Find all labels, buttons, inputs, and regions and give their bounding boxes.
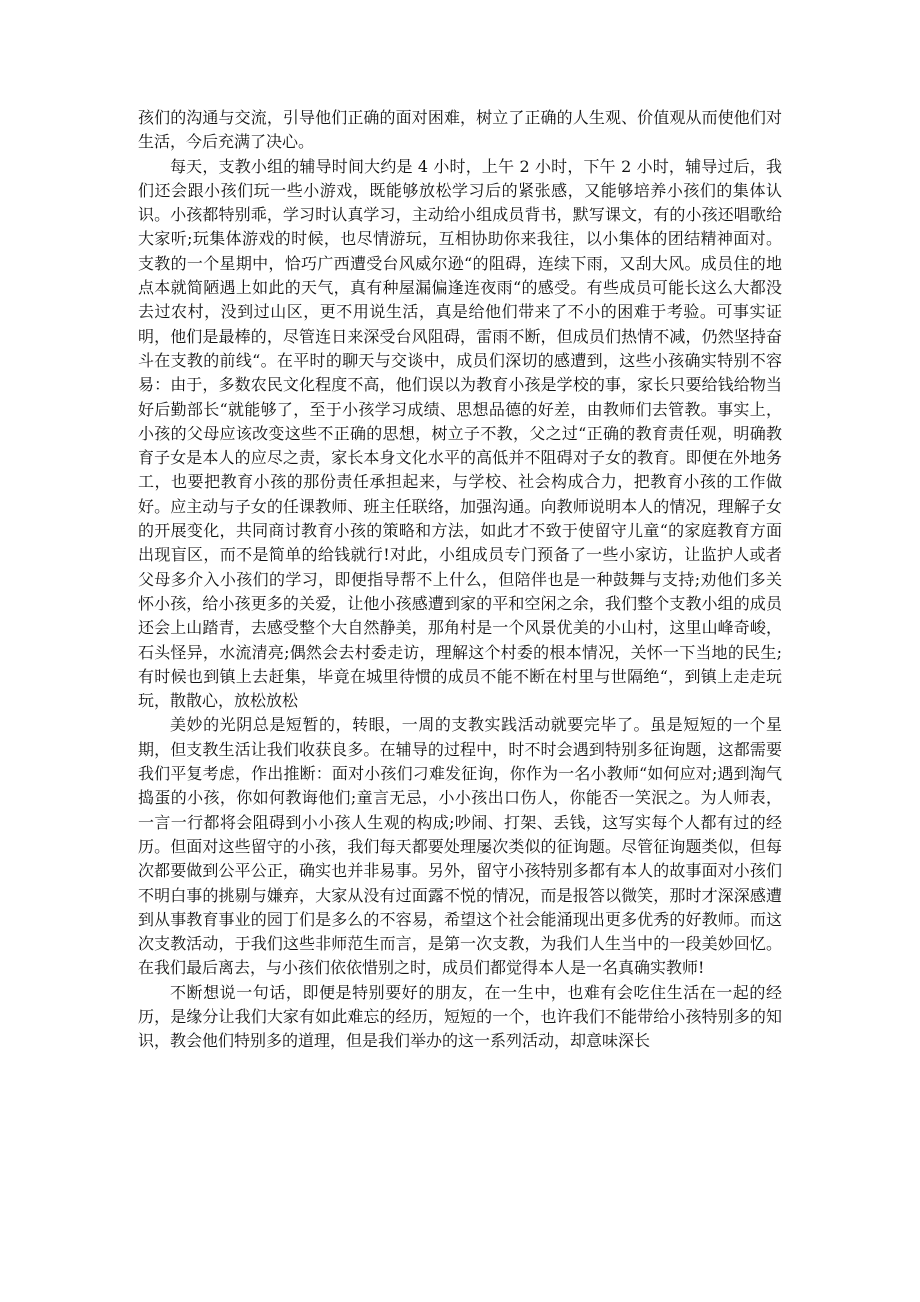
paragraph-1: 孩们的沟通与交流，引导他们正确的面对困难，树立了正确的人生观、价值观从而使他们对生活，今后充满了决心。	[138, 108, 782, 152]
paragraph-3: 美妙的光阴总是短暂的，转眼，一周的支教实践活动就要完毕了。虽是短短的一个星期，但支教生活让我们收获良多。在辅导的过程中，时不时会遇到特别多征询题，这都需要我们平复考虑，作出推断：面对小孩们刁难发征询，你作为一名小教师“如何应对;遇到淘气捣蛋的小孩，你如何教诲他们;童言无忌，小小孩出口伤人，你能否一笑泯之。为人师表，一言一行都将会阻碍到小小孩人生观的构成;吵闹、打架、丢钱，这写实每个人都有过的经历。但面对这些留守的小孩，我们每天都要处理屡次类似的征询题。尽管征询题类似，但每次都要做到公平公正，确实也并非易事。另外，留守小孩特别多都有本人的故事面对小孩们不明白事的挑剔与嫌弃，大家从没有过面露不悦的情况，而是报答以微笑，那时才深深感遭到从事教育事业的园丁们是多么的不容易，希望这个社会能涌现出更多优秀的好教师。而这次支教活动，于我们这些非师范生而言，是第一次支教，为我们人生当中的一段美妙回忆。在我们最后离去，与小孩们依依惜别之时，成员们都觉得本人是一名真确实教师!	[138, 715, 782, 978]
paragraph-2: 每天，支教小组的辅导时间大约是 4 小时，上午 2 小时，下午 2 小时，辅导过后，我们还会跟小孩们玩一些小游戏，既能够放松学习后的紧张感，又能够培养小孩们的集体认识。小孩都特别乖，学习时认真学习，主动给小组成员背书，默写课文，有的小孩还唱歌给大家听;玩集体游戏的时候，也尽情游玩，互相协助你来我往，以小集体的团结精神面对。支教的一个星期中，恰巧广西遭受台风威尔逊“的阻碍，连续下雨，又刮大风。成员住的地点本就简陋遇上如此的天气，真有种屋漏偏逢连夜雨“的感受。有些成员可能长这么大都没去过农村，没到过山区，更不用说生活，真是给他们带来了不小的困难于考验。可事实证明，他们是最棒的，尽管连日来深受台风阻碍，雷雨不断，但成员们热情不减，仍然坚持奋斗在支教的前线“。在平时的聊天与交谈中，成员们深切的感遭到，这些小孩确实特别不容易：由于，多数农民文化程度不高，他们误以为教育小孩是学校的事，家长只要给钱给物当好后勤部长“就能够了，至于小孩学习成绩、思想品德的好差，由教师们去管教。事实上，小孩的父母应该改变这些不正确的思想，树立子不教，父之过“正确的教育责任观，明确教育子女是本人的应尽之责，家长本身文化水平的高低并不阻碍对子女的教育。即便在外地务工，也要把教育小孩的那份责任承担起来，与学校、社会构成合力，把教育小孩的工作做好。应主动与子女的任课教师、班主任联络，加强沟通。向教师说明本人的情况，理解子女的开展变化，共同商讨教育小孩的策略和方法，如此才不致于使留守儿童“的家庭教育方面出现盲区，而不是简单的给钱就行!对此，小组成员专门预备了一些小家访，让监护人或者父母多介入小孩们的学习，即便指导帮不上什么，但陪伴也是一种鼓舞与支持;劝他们多关怀小孩，给小孩更多的关爱，让他小孩感遭到家的平和空闲之余，我们整个支教小组的成员还会上山踏青，去感受整个大自然静美，那角村是一个风景优美的小山村，这里山峰奇峻，石头怪异，水流清亮;偶然会去村委走访，理解这个村委的根本情况，关怀一下当地的民生;有时候也到镇上去赶集，毕竟在城里待惯的成员不能不断在村里与世隔绝“，到镇上走走玩玩，散散心，放松放松	[138, 156, 782, 711]
document-body	[138, 106, 782, 1054]
paragraph-4: 不断想说一句话，即便是特别要好的朋友，在一生中，也难有会吃住生活在一起的经历，是缘分让我们大家有如此难忘的经历，短短的一个，也许我们不能带给小孩特别多的知识，教会他们特别多的道理，但是我们举办的这一系列活动，却意味深长	[138, 982, 782, 1051]
